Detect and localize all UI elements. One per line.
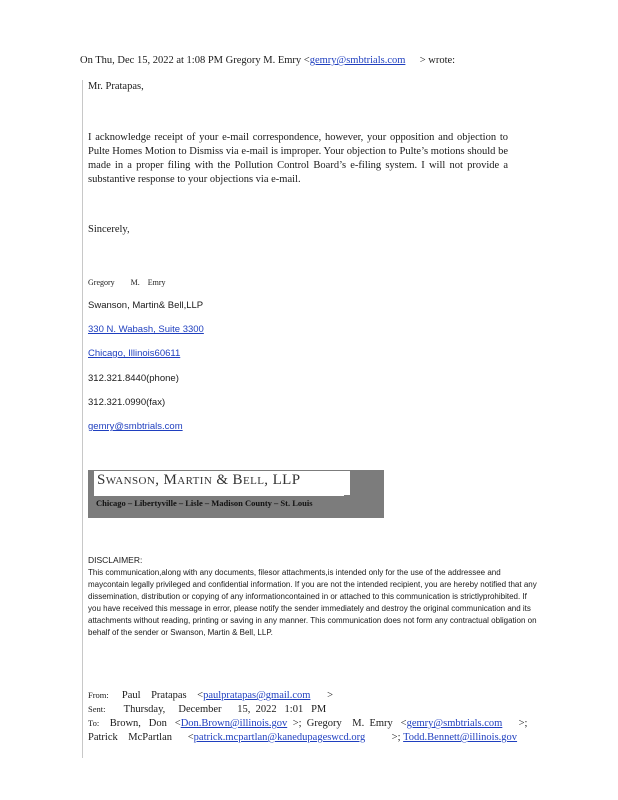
signature-address-line1[interactable]: 330 N. Wabash, Suite 3300 <box>88 324 204 335</box>
forward-from-row: From: Paul Pratapas <paulpratapas@gmail.com > <box>88 690 333 701</box>
to-separator-2: >; <box>518 718 528 729</box>
from-name: Paul Pratapas <box>121 690 187 701</box>
reply-header-prefix: On Thu, Dec 15, 2022 at 1:08 PM Gregory M. Emry < <box>80 55 310 66</box>
firm-logo <box>88 470 384 518</box>
closing: Sincerely, <box>88 224 130 235</box>
signature-address-line2[interactable]: Chicago, Illinois60611 <box>88 348 181 359</box>
quote-bar <box>82 80 83 758</box>
to-name-3: Patrick McPartlan < <box>88 732 194 743</box>
sent-label: Sent: <box>88 704 106 714</box>
disclaimer-text: This communication,along with any documents, filesor attachments,is intended only for the use of the addressee and maycontain legally privileged and confidential information. If you are not the intended recipient, you are hereby notified that any dissemination, distribution or copying of any informationcontained in or attached to this communication is strictlyprohibited. If you have received this message in error, please notify the sender immediately and destroy the original communication and its attachments without reading, printing or saving in any manner. This communication does not form any contractual obligation on behalf of the sender or Swanson, Martin & Bell, LLP. <box>88 568 537 637</box>
logo-firm-name: Swanson, Martin & Bell, LLP <box>97 472 301 488</box>
to-email-link-1[interactable]: Don.Brown@illinois.gov <box>180 718 288 729</box>
to-email-link-3[interactable]: patrick.mcpartlan@kanedupageswcd.org <box>193 732 366 743</box>
signature-firm: Swanson, Martin& Bell,LLP <box>88 300 204 311</box>
signature-name: Gregory M. Emry <box>88 278 166 287</box>
to-email-link-2[interactable]: gemry@smbtrials.com <box>406 718 503 729</box>
from-label: From: <box>88 690 109 700</box>
reply-header <box>80 55 455 66</box>
email-body-paragraph: I acknowledge receipt of your e-mail correspondence, however, your opposition and objection to Pulte Homes Motion to Dismiss via e-mail is improper. Your objection to Pulte’s motions should be made in a proper filing with the Pollution Control Board’s e-filing system. I will not provide a substantive response to your objections via e-mail. <box>88 132 508 185</box>
forward-to-row-continued <box>88 731 518 744</box>
signature-phone: 312.321.8440(phone) <box>88 373 179 384</box>
salutation: Mr. Pratapas, <box>88 81 144 92</box>
disclaimer-title: DISCLAIMER: <box>88 555 143 565</box>
to-email-link-4[interactable]: Todd.Bennett@illinois.gov <box>403 732 518 743</box>
to-separator-3: >; <box>391 732 401 743</box>
logo-tagline: Chicago – Libertyville – Lisle – Madison County – St. Louis <box>96 498 313 508</box>
from-email-link[interactable]: paulpratapas@gmail.com <box>203 690 311 701</box>
logo-rule <box>94 495 344 496</box>
sent-value: Thursday, December 15, 2022 1:01 PM <box>123 704 327 715</box>
reply-header-suffix: > wrote: <box>419 55 456 66</box>
forward-sent-row <box>88 703 326 716</box>
to-separator-1: >; Gregory M. Emry < <box>292 718 407 729</box>
signature-email-link[interactable]: gemry@smbtrials.com <box>88 421 183 432</box>
reply-header-email-link[interactable]: gemry@smbtrials.com <box>309 55 406 66</box>
forward-to-row <box>88 717 527 730</box>
to-label: To: <box>88 718 100 728</box>
signature-fax: 312.321.0990(fax) <box>88 397 166 408</box>
to-name-1: Brown, Don < <box>109 718 181 729</box>
